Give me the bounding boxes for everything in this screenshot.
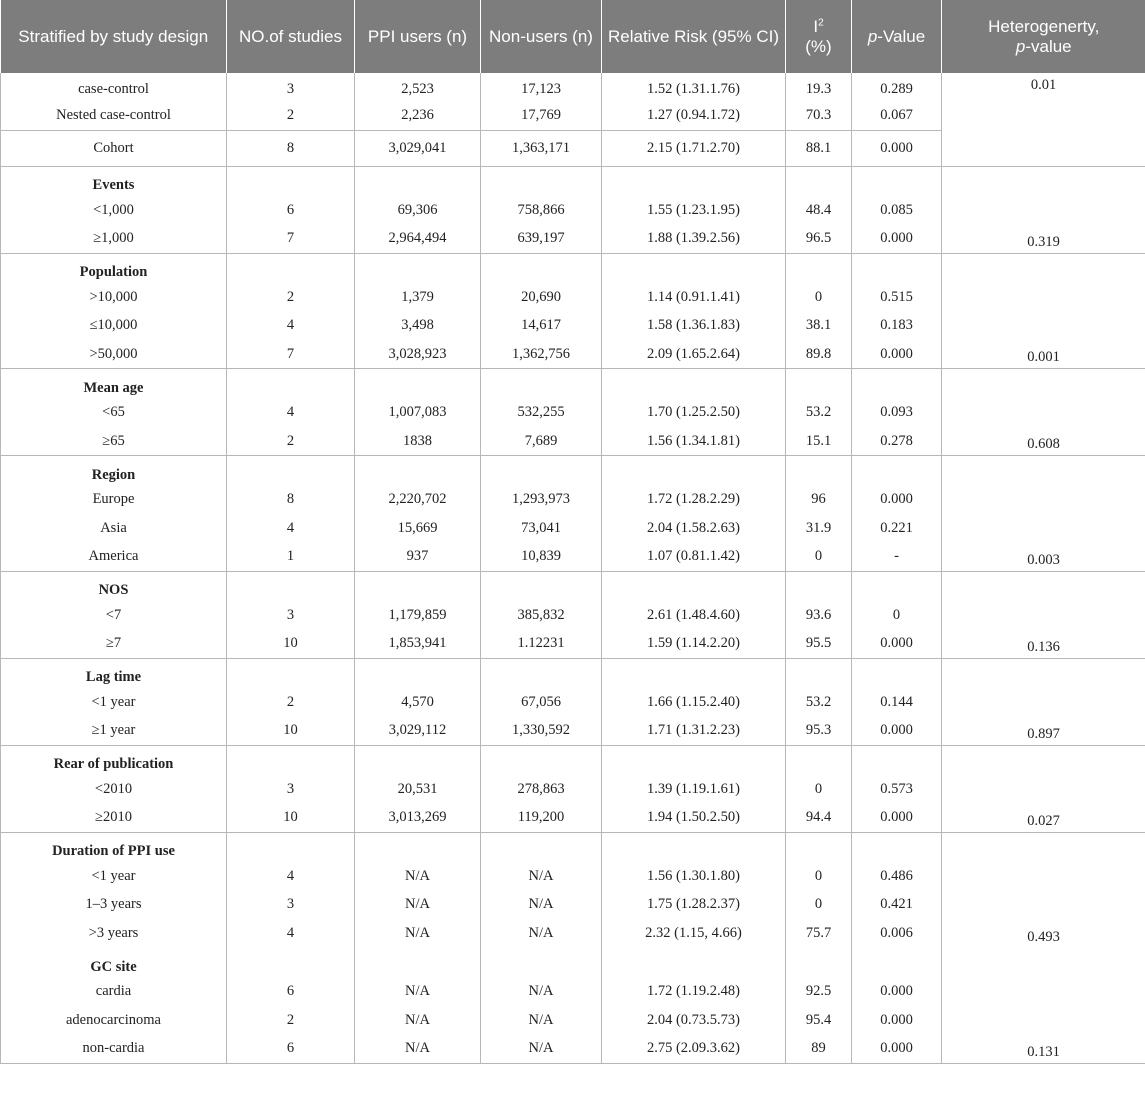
- header-heterogeneity: [942, 0, 1145, 73]
- group-title-population: Population: [1, 253, 227, 283]
- cell-label: ≥65: [1, 427, 227, 456]
- cell-ppi: 937: [355, 543, 481, 572]
- cell-i2: 19.3: [786, 73, 852, 102]
- cell-studies: 2: [227, 427, 355, 456]
- cell-non: 1.12231: [481, 630, 602, 659]
- cell-p: 0.093: [852, 399, 942, 428]
- table-row: [1, 456, 1145, 486]
- cell-studies: 2: [227, 1006, 355, 1035]
- cell-ppi: 3,029,041: [355, 130, 481, 166]
- cell-i2: 95.3: [786, 717, 852, 746]
- cell-non: 1,293,973: [481, 486, 602, 515]
- cell-ppi: 1,007,083: [355, 399, 481, 428]
- group-title-events: Events: [1, 166, 227, 196]
- cell-studies: 1: [227, 543, 355, 572]
- cell-rr: 1.14 (0.91.1.41): [602, 283, 786, 312]
- table-row: [1, 948, 1145, 978]
- cell-label: >50,000: [1, 340, 227, 369]
- cell-rr: 2.09 (1.65.2.64): [602, 340, 786, 369]
- cell-non: 278,863: [481, 775, 602, 804]
- cell-p: 0.000: [852, 804, 942, 833]
- cell-p: 0.000: [852, 978, 942, 1007]
- cell-label: >3 years: [1, 919, 227, 948]
- cell-rr: 1.72 (1.28.2.29): [602, 486, 786, 515]
- header-ppi-users: PPI users (n): [355, 0, 481, 73]
- cell-rr: 1.66 (1.15.2.40): [602, 688, 786, 717]
- cell-p: 0.000: [852, 130, 942, 166]
- cell-label: ≥1,000: [1, 225, 227, 254]
- cell-i2: 0: [786, 283, 852, 312]
- cell-label: <2010: [1, 775, 227, 804]
- cell-p: 0.515: [852, 283, 942, 312]
- cell-label: Asia: [1, 514, 227, 543]
- cell-non: 1,330,592: [481, 717, 602, 746]
- cell-non: N/A: [481, 862, 602, 891]
- cell-i2: 0: [786, 543, 852, 572]
- cell-i2: 94.4: [786, 804, 852, 833]
- cell-p: 0.000: [852, 717, 942, 746]
- group-title-gc-site: GC site: [1, 948, 227, 978]
- header-relative-risk: Relative Risk (95% CI): [602, 0, 786, 73]
- cell-ppi: N/A: [355, 862, 481, 891]
- cell-heterogeneity: 0.027: [942, 745, 1145, 832]
- cell-studies: 10: [227, 630, 355, 659]
- cell-non: 119,200: [481, 804, 602, 833]
- cell-i2: 89: [786, 1035, 852, 1064]
- cell-non: 1,362,756: [481, 340, 602, 369]
- table-row: [1, 658, 1145, 688]
- cell-ppi: 1838: [355, 427, 481, 456]
- cell-rr: 1.71 (1.31.2.23): [602, 717, 786, 746]
- cell-i2: 15.1: [786, 427, 852, 456]
- cell-p: 0.000: [852, 225, 942, 254]
- cell-ppi: N/A: [355, 978, 481, 1007]
- cell-studies: 3: [227, 601, 355, 630]
- cell-studies: 4: [227, 862, 355, 891]
- cell-i2: 89.8: [786, 340, 852, 369]
- cell-studies: 2: [227, 688, 355, 717]
- cell-non: 385,832: [481, 601, 602, 630]
- cell-rr: 1.55 (1.23.1.95): [602, 196, 786, 225]
- cell-rr: 1.56 (1.30.1.80): [602, 862, 786, 891]
- cell-rr: 1.70 (1.25.2.50): [602, 399, 786, 428]
- cell-label: Cohort: [1, 130, 227, 166]
- cell-ppi: N/A: [355, 919, 481, 948]
- table-header: [1, 0, 1145, 73]
- cell-ppi: 2,220,702: [355, 486, 481, 515]
- cell-label: <1 year: [1, 862, 227, 891]
- cell-rr: 1.07 (0.81.1.42): [602, 543, 786, 572]
- cell-label: <65: [1, 399, 227, 428]
- cell-heterogeneity: 0.131: [942, 948, 1145, 1064]
- cell-non: N/A: [481, 1035, 602, 1064]
- cell-heterogeneity: 0.001: [942, 253, 1145, 369]
- cell-ppi: 1,179,859: [355, 601, 481, 630]
- cell-rr: 1.75 (1.28.2.37): [602, 891, 786, 920]
- cell-rr: 1.27 (0.94.1.72): [602, 102, 786, 131]
- cell-studies: 10: [227, 804, 355, 833]
- cell-p: 0.278: [852, 427, 942, 456]
- cell-heterogeneity: 0.319: [942, 166, 1145, 253]
- cell-i2: 0: [786, 891, 852, 920]
- cell-heterogeneity: 0.003: [942, 456, 1145, 572]
- group-title-region: Region: [1, 456, 227, 486]
- cell-rr: 2.04 (1.58.2.63): [602, 514, 786, 543]
- cell-heterogeneity: 0.897: [942, 658, 1145, 745]
- cell-i2: 96.5: [786, 225, 852, 254]
- cell-non: 7,689: [481, 427, 602, 456]
- cell-p: -: [852, 543, 942, 572]
- cell-non: N/A: [481, 891, 602, 920]
- cell-studies: 7: [227, 340, 355, 369]
- cell-ppi: 4,570: [355, 688, 481, 717]
- cell-ppi: 1,853,941: [355, 630, 481, 659]
- cell-label: ≥7: [1, 630, 227, 659]
- cell-p: 0.289: [852, 73, 942, 102]
- cell-heterogeneity: 0.493: [942, 832, 1145, 948]
- cell-label: ≥2010: [1, 804, 227, 833]
- cell-non: 67,056: [481, 688, 602, 717]
- cell-rr: 2.32 (1.15, 4.66): [602, 919, 786, 948]
- cell-i2: 96: [786, 486, 852, 515]
- cell-studies: 3: [227, 891, 355, 920]
- cell-studies: 4: [227, 312, 355, 341]
- table-row: [1, 166, 1145, 196]
- cell-label: 1–3 years: [1, 891, 227, 920]
- cell-rr: 1.52 (1.31.1.76): [602, 73, 786, 102]
- group-title-publication-year: Rear of publication: [1, 745, 227, 775]
- cell-label: America: [1, 543, 227, 572]
- cell-studies: 6: [227, 1035, 355, 1064]
- table-row: [1, 832, 1145, 862]
- cell-studies: 4: [227, 514, 355, 543]
- cell-studies: 3: [227, 775, 355, 804]
- group-title-lag-time: Lag time: [1, 658, 227, 688]
- cell-label: <1,000: [1, 196, 227, 225]
- cell-p: 0.183: [852, 312, 942, 341]
- cell-i2: 92.5: [786, 978, 852, 1007]
- cell-i2: 95.5: [786, 630, 852, 659]
- cell-rr: 1.72 (1.19.2.48): [602, 978, 786, 1007]
- cell-non: 10,839: [481, 543, 602, 572]
- cell-non: 17,123: [481, 73, 602, 102]
- cell-p: 0: [852, 601, 942, 630]
- table-row: [1, 73, 1145, 102]
- cell-ppi: 69,306: [355, 196, 481, 225]
- cell-i2: 0: [786, 775, 852, 804]
- cell-rr: 2.04 (0.73.5.73): [602, 1006, 786, 1035]
- cell-p: 0.000: [852, 1006, 942, 1035]
- header-no-of-studies: NO.of studies: [227, 0, 355, 73]
- cell-non: 73,041: [481, 514, 602, 543]
- header-i-squared: [786, 0, 852, 73]
- cell-i2: 53.2: [786, 688, 852, 717]
- cell-label: adenocarcinoma: [1, 1006, 227, 1035]
- cell-studies: 4: [227, 399, 355, 428]
- cell-label: Nested case-control: [1, 102, 227, 131]
- table-body: [1, 73, 1145, 1063]
- cell-ppi: 2,964,494: [355, 225, 481, 254]
- cell-label: case-control: [1, 73, 227, 102]
- cell-rr: 1.56 (1.34.1.81): [602, 427, 786, 456]
- cell-ppi: N/A: [355, 1035, 481, 1064]
- cell-ppi: 3,498: [355, 312, 481, 341]
- cell-p: 0.000: [852, 1035, 942, 1064]
- cell-rr: 2.61 (1.48.4.60): [602, 601, 786, 630]
- header-i-squared-main: I: [813, 16, 819, 36]
- cell-studies: 6: [227, 978, 355, 1007]
- cell-heterogeneity: 0.136: [942, 571, 1145, 658]
- cell-non: N/A: [481, 919, 602, 948]
- cell-label: ≥1 year: [1, 717, 227, 746]
- header-p-value: [852, 0, 942, 73]
- cell-label: cardia: [1, 978, 227, 1007]
- cell-studies: 6: [227, 196, 355, 225]
- cell-p: 0.000: [852, 630, 942, 659]
- cell-ppi: 3,029,112: [355, 717, 481, 746]
- cell-i2: 38.1: [786, 312, 852, 341]
- cell-p: 0.000: [852, 340, 942, 369]
- table-row: [1, 571, 1145, 601]
- cell-rr: 2.15 (1.71.2.70): [602, 130, 786, 166]
- cell-i2: 95.4: [786, 1006, 852, 1035]
- cell-studies: 8: [227, 486, 355, 515]
- cell-label: >10,000: [1, 283, 227, 312]
- cell-p: 0.573: [852, 775, 942, 804]
- header-p-rest: -Value: [877, 26, 926, 46]
- cell-i2: 53.2: [786, 399, 852, 428]
- cell-p: 0.067: [852, 102, 942, 131]
- cell-label: ≤10,000: [1, 312, 227, 341]
- cell-studies: 2: [227, 102, 355, 131]
- cell-non: 1,363,171: [481, 130, 602, 166]
- cell-non: 758,866: [481, 196, 602, 225]
- cell-i2: 88.1: [786, 130, 852, 166]
- header-het-italic: p: [1015, 36, 1026, 56]
- cell-studies: 4: [227, 919, 355, 948]
- cell-heterogeneity: 0.01: [942, 73, 1145, 166]
- cell-non: 532,255: [481, 399, 602, 428]
- cell-p: 0.144: [852, 688, 942, 717]
- cell-ppi: 3,028,923: [355, 340, 481, 369]
- header-i-squared-unit: (%): [805, 36, 832, 56]
- cell-i2: 93.6: [786, 601, 852, 630]
- cell-studies: 3: [227, 73, 355, 102]
- header-i-squared-sup: 2: [818, 16, 824, 28]
- cell-label: non-cardia: [1, 1035, 227, 1064]
- table-row: [1, 253, 1145, 283]
- cell-ppi: 20,531: [355, 775, 481, 804]
- cell-ppi: 15,669: [355, 514, 481, 543]
- cell-p: 0.486: [852, 862, 942, 891]
- cell-heterogeneity: 0.608: [942, 369, 1145, 456]
- cell-p: 0.085: [852, 196, 942, 225]
- cell-ppi: 1,379: [355, 283, 481, 312]
- cell-non: 14,617: [481, 312, 602, 341]
- cell-non: N/A: [481, 978, 602, 1007]
- cell-ppi: 3,013,269: [355, 804, 481, 833]
- cell-studies: 2: [227, 283, 355, 312]
- cell-rr: 1.58 (1.36.1.83): [602, 312, 786, 341]
- cell-non: 639,197: [481, 225, 602, 254]
- table-row: [1, 745, 1145, 775]
- cell-ppi: 2,523: [355, 73, 481, 102]
- cell-ppi: 2,236: [355, 102, 481, 131]
- header-het-main: Heterogenerty,: [988, 16, 1100, 36]
- cell-i2: 70.3: [786, 102, 852, 131]
- group-title-nos: NOS: [1, 571, 227, 601]
- cell-ppi: N/A: [355, 891, 481, 920]
- cell-rr: 1.94 (1.50.2.50): [602, 804, 786, 833]
- cell-ppi: N/A: [355, 1006, 481, 1035]
- cell-p: 0.000: [852, 486, 942, 515]
- header-p-italic: p: [867, 26, 878, 46]
- cell-label: <1 year: [1, 688, 227, 717]
- group-title-mean-age: Mean age: [1, 369, 227, 399]
- cell-rr: 1.88 (1.39.2.56): [602, 225, 786, 254]
- cell-i2: 0: [786, 862, 852, 891]
- cell-non: 20,690: [481, 283, 602, 312]
- cell-studies: 7: [227, 225, 355, 254]
- header-study-design: Stratified by study design: [1, 0, 227, 73]
- cell-studies: 8: [227, 130, 355, 166]
- cell-p: 0.421: [852, 891, 942, 920]
- cell-label: <7: [1, 601, 227, 630]
- cell-i2: 48.4: [786, 196, 852, 225]
- header-non-users: Non-users (n): [481, 0, 602, 73]
- cell-rr: 2.75 (2.09.3.62): [602, 1035, 786, 1064]
- cell-i2: 75.7: [786, 919, 852, 948]
- cell-i2: 31.9: [786, 514, 852, 543]
- cell-non: N/A: [481, 1006, 602, 1035]
- cell-rr: 1.59 (1.14.2.20): [602, 630, 786, 659]
- cell-p: 0.006: [852, 919, 942, 948]
- cell-p: 0.221: [852, 514, 942, 543]
- table-row: [1, 369, 1145, 399]
- group-title-duration: Duration of PPI use: [1, 832, 227, 862]
- cell-label: Europe: [1, 486, 227, 515]
- cell-non: 17,769: [481, 102, 602, 131]
- header-het-rest: -value: [1025, 36, 1072, 56]
- cell-rr: 1.39 (1.19.1.61): [602, 775, 786, 804]
- cell-studies: 10: [227, 717, 355, 746]
